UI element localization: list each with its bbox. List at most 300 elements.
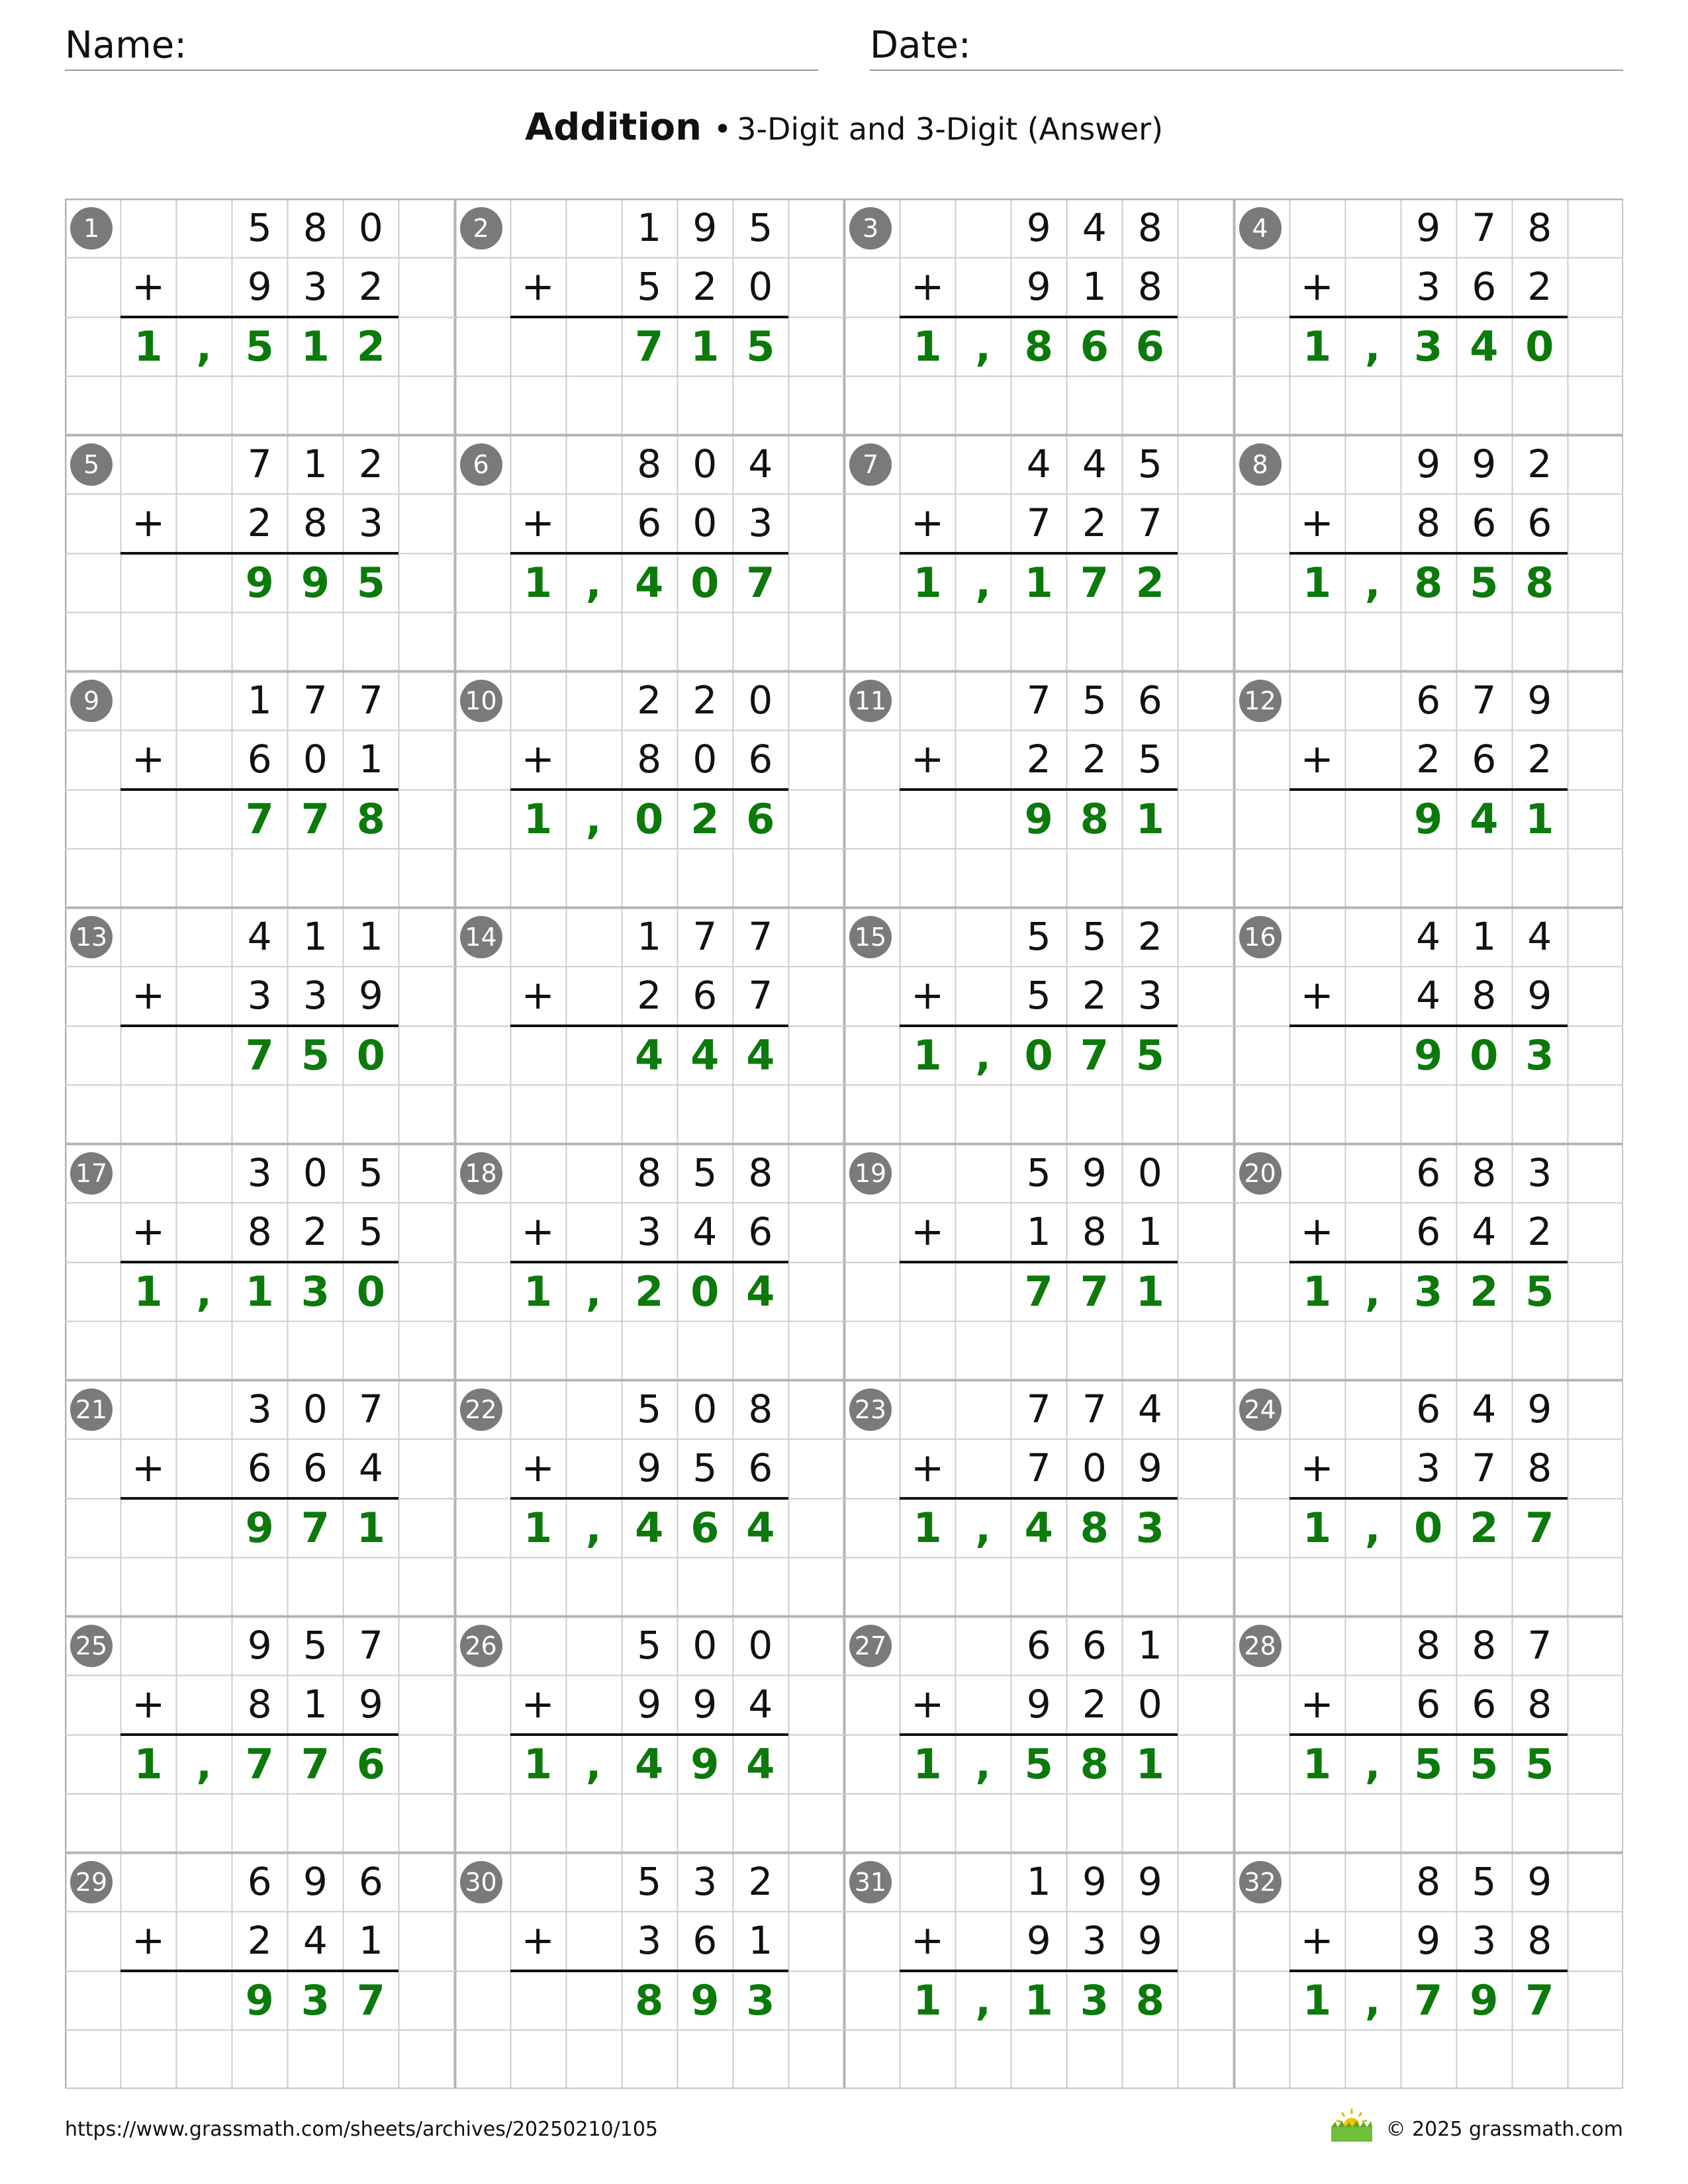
answer-char: 0 — [690, 558, 720, 607]
answer-char: , — [975, 1739, 991, 1788]
addend-1-digit: 6 — [1416, 1150, 1441, 1195]
addend-1-digit: 3 — [247, 1150, 272, 1195]
answer-char: 4 — [1470, 794, 1499, 843]
addend-2-digit: 6 — [748, 1209, 773, 1255]
problem-number-badge: 17 — [70, 1152, 113, 1195]
plus-sign: + — [521, 1917, 555, 1964]
answer-char: 8 — [1080, 1503, 1109, 1552]
plus-sign: + — [1300, 736, 1334, 783]
addend-1-digit: 0 — [692, 1387, 718, 1432]
answer-char: 1 — [913, 558, 942, 607]
addend-2-digit: 8 — [1416, 500, 1441, 546]
addend-1-digit: 0 — [1137, 1150, 1162, 1195]
addend-1-digit: 1 — [637, 914, 662, 959]
sum-rule-line — [1289, 1497, 1568, 1500]
answer-char: 5 — [1470, 1739, 1499, 1788]
sum-rule-line — [120, 1261, 399, 1263]
plus-sign: + — [131, 500, 165, 547]
addend-1-digit: 3 — [1527, 1150, 1552, 1195]
answer-char: 6 — [1135, 322, 1164, 371]
addend-2-digit: 3 — [1082, 1918, 1107, 1964]
answer-char: 1 — [913, 1503, 942, 1552]
addend-2-digit: 9 — [1026, 1682, 1051, 1727]
answer-char: , — [1364, 558, 1381, 607]
answer-char: 7 — [301, 1739, 330, 1788]
addend-2-digit: 8 — [1527, 1918, 1552, 1964]
answer-char: 2 — [1470, 1267, 1499, 1316]
answer-char: 1 — [524, 1503, 553, 1552]
addend-2-digit: 1 — [748, 1918, 773, 1964]
answer-char: 3 — [1414, 322, 1443, 371]
answer-char: 4 — [635, 558, 664, 607]
plus-sign: + — [131, 972, 165, 1019]
addend-1-digit: 3 — [692, 1859, 718, 1904]
problem-number-badge: 12 — [1239, 680, 1282, 722]
addend-1-digit: 5 — [1082, 678, 1107, 723]
addend-1-digit: 8 — [1472, 1150, 1497, 1195]
answer-char: , — [585, 1267, 602, 1316]
sum-rule-line — [900, 316, 1178, 318]
sum-rule-line — [900, 1497, 1178, 1500]
addend-1-digit: 4 — [1082, 441, 1107, 486]
footer-copyright: © 2025 grassmath.com — [1385, 2118, 1623, 2141]
addend-2-digit: 1 — [303, 1682, 328, 1727]
answer-char: 4 — [1024, 1503, 1053, 1552]
addend-2-digit: 6 — [1472, 500, 1497, 546]
problem-number-badge: 18 — [460, 1152, 502, 1195]
answer-char: 7 — [1080, 1030, 1109, 1079]
answer-char: , — [975, 1503, 991, 1552]
sum-rule-line — [900, 788, 1178, 791]
addend-2-digit: 1 — [1082, 264, 1107, 310]
answer-char: 8 — [1414, 558, 1443, 607]
answer-char: 5 — [245, 322, 274, 371]
answer-char: 1 — [1303, 558, 1332, 607]
answer-char: 1 — [913, 1739, 942, 1788]
answer-char: 2 — [356, 322, 385, 371]
addend-1-digit: 8 — [637, 441, 662, 486]
addend-1-digit: 0 — [748, 678, 773, 723]
addend-2-digit: 0 — [748, 264, 773, 310]
answer-char: 2 — [690, 794, 720, 843]
answer-char: 7 — [245, 1030, 274, 1079]
sum-rule-line — [510, 1733, 788, 1736]
sum-rule-line — [510, 1261, 788, 1263]
addend-1-digit: 8 — [1416, 1623, 1441, 1668]
sum-rule-line — [510, 552, 788, 555]
addend-2-digit: 5 — [692, 1445, 718, 1491]
sum-rule-line — [120, 1733, 399, 1736]
answer-char: 3 — [746, 1976, 775, 2025]
answer-char: 4 — [746, 1030, 775, 1079]
answer-char: 9 — [245, 1503, 274, 1552]
answer-char: 5 — [1414, 1739, 1443, 1788]
answer-char: 8 — [635, 1976, 664, 2025]
addend-2-digit: 7 — [1137, 500, 1162, 546]
addend-2-digit: 2 — [247, 1918, 272, 1964]
addend-1-digit: 5 — [1472, 1859, 1497, 1904]
plus-sign: + — [1300, 1917, 1334, 1964]
plus-sign: + — [131, 1681, 165, 1728]
plus-sign: + — [521, 1208, 555, 1255]
problem-number-badge: 4 — [1239, 207, 1282, 250]
answer-char: 8 — [1525, 558, 1554, 607]
sum-rule-line — [900, 552, 1178, 555]
addend-1-digit: 0 — [303, 1387, 328, 1432]
plus-sign: + — [1300, 972, 1334, 1019]
addend-2-digit: 3 — [1416, 1445, 1441, 1491]
addend-1-digit: 9 — [303, 1859, 328, 1904]
addend-2-digit: 5 — [358, 1209, 383, 1255]
addend-1-digit: 0 — [692, 1623, 718, 1668]
addend-1-digit: 5 — [637, 1387, 662, 1432]
plus-sign: + — [521, 972, 555, 1019]
addend-1-digit: 7 — [1082, 1387, 1107, 1432]
sum-rule-line — [1289, 316, 1568, 318]
addend-2-digit: 7 — [748, 973, 773, 1019]
problem-number-badge: 2 — [460, 207, 502, 250]
addend-2-digit: 5 — [1026, 973, 1051, 1019]
addend-1-digit: 7 — [692, 914, 718, 959]
plus-sign: + — [910, 972, 945, 1019]
answer-char: 7 — [1024, 1267, 1053, 1316]
addend-1-digit: 7 — [1472, 678, 1497, 723]
addend-1-digit: 5 — [1026, 1150, 1051, 1195]
addend-2-digit: 9 — [637, 1445, 662, 1491]
addend-2-digit: 6 — [303, 1445, 328, 1491]
addend-1-digit: 8 — [1137, 205, 1162, 250]
addend-2-digit: 8 — [247, 1682, 272, 1727]
addend-2-digit: 8 — [1527, 1445, 1552, 1491]
addend-1-digit: 7 — [1527, 1623, 1552, 1668]
answer-char: , — [975, 1030, 991, 1079]
sum-rule-line — [1289, 1024, 1568, 1027]
addend-1-digit: 9 — [1527, 1387, 1552, 1432]
problem-number-badge: 8 — [1239, 443, 1282, 486]
addend-2-digit: 4 — [1416, 973, 1441, 1019]
addend-1-digit: 4 — [247, 914, 272, 959]
addend-1-digit: 4 — [748, 441, 773, 486]
addend-1-digit: 1 — [247, 678, 272, 723]
answer-char: 4 — [746, 1503, 775, 1552]
addend-1-digit: 4 — [1472, 1387, 1497, 1432]
problem-number-badge: 5 — [70, 443, 113, 486]
addend-2-digit: 6 — [1416, 1209, 1441, 1255]
answer-char: 4 — [1470, 322, 1499, 371]
problem-number-badge: 23 — [849, 1388, 892, 1431]
problem-number-badge: 30 — [460, 1861, 502, 1903]
name-field — [65, 23, 818, 71]
answer-char: , — [196, 1267, 212, 1316]
answer-char: 1 — [524, 1739, 553, 1788]
addend-1-digit: 9 — [247, 1623, 272, 1668]
sum-rule-line — [510, 788, 788, 791]
addend-1-digit: 5 — [748, 205, 773, 250]
addend-2-digit: 1 — [1026, 1209, 1051, 1255]
addend-1-digit: 9 — [1026, 205, 1051, 250]
answer-char: 5 — [1135, 1030, 1164, 1079]
plus-sign: + — [131, 263, 165, 310]
answer-char: , — [196, 322, 212, 371]
answer-char: 9 — [245, 1976, 274, 2025]
problem-number-badge: 15 — [849, 916, 892, 958]
answer-char: 9 — [245, 558, 274, 607]
answer-char: 3 — [1414, 1267, 1443, 1316]
addend-1-digit: 1 — [1026, 1859, 1051, 1904]
addend-2-digit: 0 — [692, 500, 718, 546]
sum-rule-line — [120, 788, 399, 791]
plus-sign: + — [131, 1445, 165, 1492]
addend-1-digit: 2 — [748, 1859, 773, 1904]
addend-1-digit: 0 — [692, 441, 718, 486]
answer-char: 4 — [746, 1739, 775, 1788]
title-bullet: • — [713, 111, 732, 147]
answer-char: 2 — [1470, 1503, 1499, 1552]
plus-sign: + — [521, 1681, 555, 1728]
answer-char: , — [196, 1739, 212, 1788]
addend-2-digit: 6 — [1527, 500, 1552, 546]
plus-sign: + — [521, 263, 555, 310]
answer-char: 6 — [356, 1739, 385, 1788]
addend-2-digit: 3 — [748, 500, 773, 546]
answer-char: 1 — [913, 1030, 942, 1079]
addend-2-digit: 2 — [1527, 1209, 1552, 1255]
answer-char: 7 — [1525, 1503, 1554, 1552]
addend-1-digit: 7 — [748, 914, 773, 959]
addend-1-digit: 7 — [358, 1623, 383, 1668]
addend-1-digit: 6 — [358, 1859, 383, 1904]
addend-2-digit: 9 — [1527, 973, 1552, 1019]
answer-char: 5 — [1470, 558, 1499, 607]
answer-char: 4 — [746, 1267, 775, 1316]
answer-char: 1 — [301, 322, 330, 371]
answer-char: 9 — [690, 1739, 720, 1788]
addend-2-digit: 9 — [1416, 1918, 1441, 1964]
title-main: Addition — [524, 106, 702, 149]
addend-2-digit: 9 — [358, 973, 383, 1019]
problem-number-badge: 28 — [1239, 1625, 1282, 1667]
addend-1-digit: 9 — [1082, 1150, 1107, 1195]
sum-rule-line — [900, 1733, 1178, 1736]
addend-2-digit: 9 — [1026, 1918, 1051, 1964]
addend-1-digit: 0 — [358, 205, 383, 250]
plus-sign: + — [910, 500, 945, 547]
addend-2-digit: 6 — [692, 1918, 718, 1964]
answer-char: , — [1364, 1503, 1381, 1552]
answer-char: 7 — [1080, 558, 1109, 607]
answer-char: 9 — [1414, 1030, 1443, 1079]
problem-number-badge: 27 — [849, 1625, 892, 1667]
answer-char: 1 — [1525, 794, 1554, 843]
answer-char: 1 — [134, 322, 163, 371]
problem-number-badge: 14 — [460, 916, 502, 958]
plus-sign: + — [1300, 1445, 1334, 1492]
addend-1-digit: 7 — [1472, 205, 1497, 250]
answer-char: 1 — [913, 1976, 942, 2025]
addend-2-digit: 6 — [748, 1445, 773, 1491]
plus-sign: + — [1300, 500, 1334, 547]
addend-1-digit: 9 — [1416, 441, 1441, 486]
answer-char: , — [585, 558, 602, 607]
answer-char: , — [585, 794, 602, 843]
answer-char: , — [975, 1976, 991, 2025]
addend-2-digit: 2 — [247, 500, 272, 546]
addend-1-digit: 9 — [1472, 441, 1497, 486]
answer-char: , — [1364, 1267, 1381, 1316]
answer-char: 7 — [245, 794, 274, 843]
answer-char: 9 — [1470, 1976, 1499, 2025]
plus-sign: + — [521, 736, 555, 783]
addend-1-digit: 1 — [303, 441, 328, 486]
answer-char: 5 — [1525, 1267, 1554, 1316]
addend-2-digit: 8 — [1527, 1682, 1552, 1727]
addend-1-digit: 8 — [1527, 205, 1552, 250]
addend-1-digit: 5 — [1137, 441, 1162, 486]
problem-number-badge: 24 — [1239, 1388, 1282, 1431]
answer-char: 0 — [356, 1030, 385, 1079]
addend-2-digit: 3 — [1416, 264, 1441, 310]
answer-char: 0 — [635, 794, 664, 843]
addend-2-digit: 3 — [358, 500, 383, 546]
answer-char: , — [1364, 1976, 1381, 2025]
addend-1-digit: 6 — [1026, 1623, 1051, 1668]
answer-char: , — [585, 1739, 602, 1788]
problem-number-badge: 31 — [849, 1861, 892, 1903]
addend-2-digit: 9 — [1137, 1918, 1162, 1964]
addend-2-digit: 7 — [1472, 1445, 1497, 1491]
answer-char: 6 — [746, 794, 775, 843]
plus-sign: + — [910, 263, 945, 310]
addend-1-digit: 9 — [1082, 1859, 1107, 1904]
addend-1-digit: 2 — [1527, 441, 1552, 486]
addend-2-digit: 8 — [303, 500, 328, 546]
addend-2-digit: 3 — [247, 973, 272, 1019]
sum-rule-line — [1289, 552, 1568, 555]
answer-char: 0 — [690, 1267, 720, 1316]
addend-2-digit: 2 — [1527, 264, 1552, 310]
answer-char: 9 — [690, 1976, 720, 2025]
addend-2-digit: 2 — [1026, 737, 1051, 782]
answer-char: 4 — [635, 1739, 664, 1788]
answer-char: 1 — [1135, 794, 1164, 843]
sum-rule-line — [120, 1497, 399, 1500]
sum-rule-line — [900, 1970, 1178, 1972]
addend-1-digit: 5 — [1082, 914, 1107, 959]
addend-2-digit: 1 — [1137, 1209, 1162, 1255]
answer-char: 8 — [1024, 322, 1053, 371]
addend-1-digit: 0 — [303, 1150, 328, 1195]
plus-sign: + — [521, 1445, 555, 1492]
answer-char: , — [1364, 1739, 1381, 1788]
answer-char: 0 — [1414, 1503, 1443, 1552]
answer-char: 7 — [301, 794, 330, 843]
sum-rule-line — [510, 1024, 788, 1027]
problem-number-badge: 32 — [1239, 1861, 1282, 1903]
addend-1-digit: 9 — [1527, 678, 1552, 723]
addend-2-digit: 2 — [1082, 1682, 1107, 1727]
answer-char: 1 — [524, 794, 553, 843]
addend-1-digit: 1 — [1137, 1623, 1162, 1668]
answer-char: 6 — [690, 1503, 720, 1552]
addend-2-digit: 4 — [748, 1682, 773, 1727]
answer-char: 1 — [134, 1267, 163, 1316]
addend-2-digit: 2 — [358, 264, 383, 310]
addend-1-digit: 1 — [637, 205, 662, 250]
addend-1-digit: 2 — [1137, 914, 1162, 959]
answer-char: 1 — [245, 1267, 274, 1316]
problem-number-badge: 20 — [1239, 1152, 1282, 1195]
problem-number-badge: 25 — [70, 1625, 113, 1667]
addend-2-digit: 6 — [637, 500, 662, 546]
answer-char: , — [585, 1503, 602, 1552]
addend-1-digit: 2 — [358, 441, 383, 486]
addend-2-digit: 6 — [1416, 1682, 1441, 1727]
sum-rule-line — [1289, 1261, 1568, 1263]
addend-1-digit: 6 — [247, 1859, 272, 1904]
answer-char: 7 — [1080, 1267, 1109, 1316]
addend-2-digit: 6 — [1472, 1682, 1497, 1727]
answer-char: 1 — [356, 1503, 385, 1552]
addend-1-digit: 0 — [748, 1623, 773, 1668]
addend-2-digit: 2 — [1082, 737, 1107, 782]
addend-2-digit: 6 — [692, 973, 718, 1019]
addend-1-digit: 9 — [1416, 205, 1441, 250]
addend-2-digit: 3 — [303, 973, 328, 1019]
problem-number-badge: 21 — [70, 1388, 113, 1431]
answer-char: 5 — [356, 558, 385, 607]
addend-2-digit: 2 — [692, 264, 718, 310]
addend-1-digit: 7 — [358, 1387, 383, 1432]
answer-char: 1 — [1303, 1976, 1332, 2025]
addend-1-digit: 7 — [1026, 1387, 1051, 1432]
addend-2-digit: 3 — [637, 1209, 662, 1255]
addend-1-digit: 4 — [1527, 914, 1552, 959]
addend-1-digit: 8 — [748, 1150, 773, 1195]
answer-char: , — [975, 322, 991, 371]
answer-char: 2 — [635, 1267, 664, 1316]
answer-char: 1 — [1135, 1739, 1164, 1788]
answer-char: 1 — [1303, 1267, 1332, 1316]
addend-2-digit: 8 — [1137, 264, 1162, 310]
addend-2-digit: 4 — [303, 1918, 328, 1964]
plus-sign: + — [1300, 1681, 1334, 1728]
answer-char: 5 — [746, 322, 775, 371]
addend-1-digit: 3 — [247, 1387, 272, 1432]
answer-char: 9 — [1024, 794, 1053, 843]
addend-2-digit: 0 — [692, 737, 718, 782]
addend-1-digit: 5 — [358, 1150, 383, 1195]
answer-char: , — [975, 558, 991, 607]
addend-2-digit: 3 — [637, 1918, 662, 1964]
addend-2-digit: 2 — [1082, 973, 1107, 1019]
answer-char: 3 — [301, 1267, 330, 1316]
answer-char: 3 — [1135, 1503, 1164, 1552]
footer-url: https://www.grassmath.com/sheets/archives/20250210/105 — [65, 2118, 659, 2141]
addend-2-digit: 6 — [748, 737, 773, 782]
answer-char: 0 — [1024, 1030, 1053, 1079]
addend-1-digit: 5 — [303, 1623, 328, 1668]
answer-char: 6 — [1080, 322, 1109, 371]
answer-char: 4 — [635, 1030, 664, 1079]
answer-char: 0 — [356, 1267, 385, 1316]
addend-2-digit: 0 — [1137, 1682, 1162, 1727]
sum-rule-line — [120, 1970, 399, 1972]
addend-1-digit: 8 — [748, 1387, 773, 1432]
addend-2-digit: 6 — [247, 1445, 272, 1491]
addend-2-digit: 5 — [637, 264, 662, 310]
problem-number-badge: 13 — [70, 916, 113, 958]
answer-char: 1 — [524, 1267, 553, 1316]
